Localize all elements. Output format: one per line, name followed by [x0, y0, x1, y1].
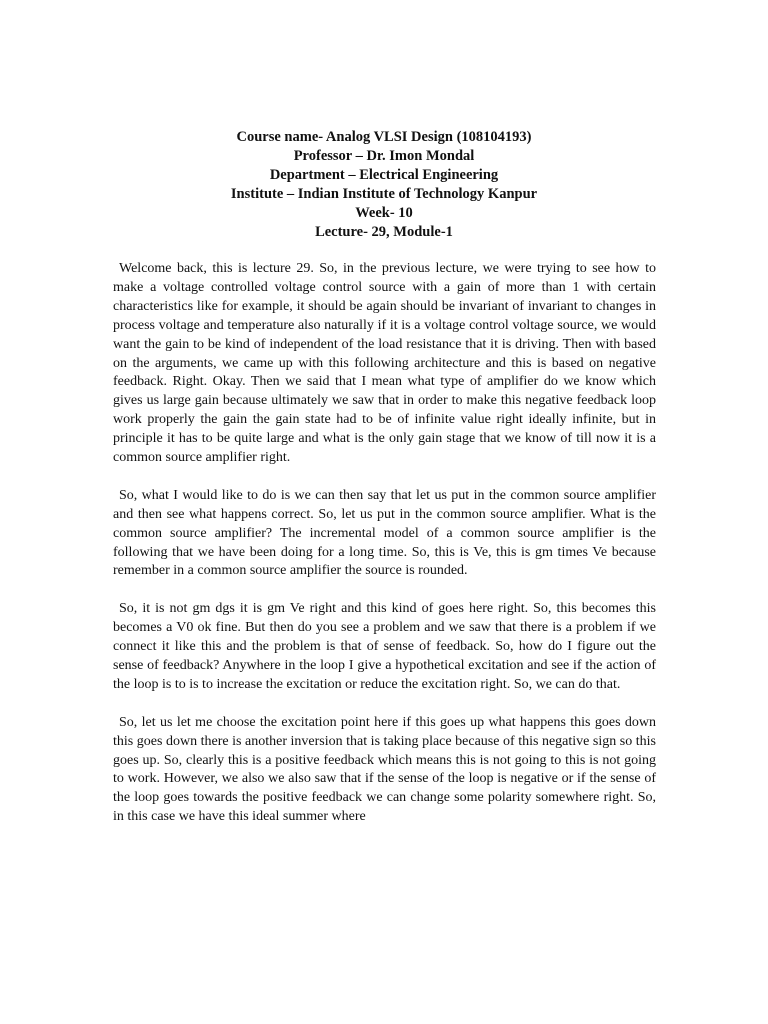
- week-label: Week- 10: [355, 205, 413, 221]
- transcript-body: [113, 260, 656, 846]
- lecture-label: Lecture- 29, Module-1: [315, 224, 453, 240]
- institute-name: Institute – Indian Institute of Technology Kanpur: [230, 186, 538, 202]
- department-name: Department – Electrical Engineering: [269, 167, 499, 183]
- course-name: Course name- Analog VLSI Design (108104193): [236, 129, 532, 145]
- paragraph: So, what I would like to do is we can then say that let us put in the common source amplifier and then see what happens correct. So, let us put in the common source amplifier. What is the common source amplifier? The incremental model of a common source amplifier is the following that we have been doing for a long time. So, this is Ve, this is gm times Ve because remember in a common source amplifier the source is rounded.: [113, 487, 656, 579]
- paragraph: So, it is not gm dgs it is gm Ve right and this kind of goes here right. So, this becomes this becomes a V0 ok fine. But then do you see a problem and we saw that there is a problem if we connect it like this and the problem is that of sense of feedback. So, how do I figure out the sense of feedback? Anywhere in the loop I give a hypothetical excitation and see if the action of the loop is to is to increase the excitation or reduce the excitation right. So, we can do that.: [113, 601, 656, 692]
- professor-name: Professor – Dr. Imon Mondal: [293, 148, 475, 164]
- paragraph: So, let us let me choose the excitation point here if this goes up what happens this goes down this goes down there is another inversion that is taking place because of this negative sign so this goes up. So, clearly this is a positive feedback which means this is not going to this is not going to work. However, we also we also saw that if the sense of the loop is negative or if the sense of the loop goes towards the positive feedback we can change some polarity somewhere right. So, in this case we have this ideal summer where: [113, 714, 656, 825]
- document-header: [0, 128, 768, 242]
- paragraph: Welcome back, this is lecture 29. So, in the previous lecture, we were trying to see how to make a voltage controlled voltage control source with a gain of more than 1 with certain characteristics like for example, it should be again should be invariant of invariant to changes in process voltage and temperature also naturally if it is a voltage control voltage source, we would want the gain to be kind of independent of the load resistance that it is driving. Then with based on the arguments, we came up with this following architecture and this is based on negative feedback. Right. Okay. Then we said that I mean what type of amplifier do we know which gives us large gain because ultimately we saw that in order to make this negative feedback loop work properly the gain the gain state had to be of infinite value right ideally infinite, but in principle it has to be quite large and what is the only gain stage that we know of till now it is a common source amplifier right.: [113, 261, 656, 466]
